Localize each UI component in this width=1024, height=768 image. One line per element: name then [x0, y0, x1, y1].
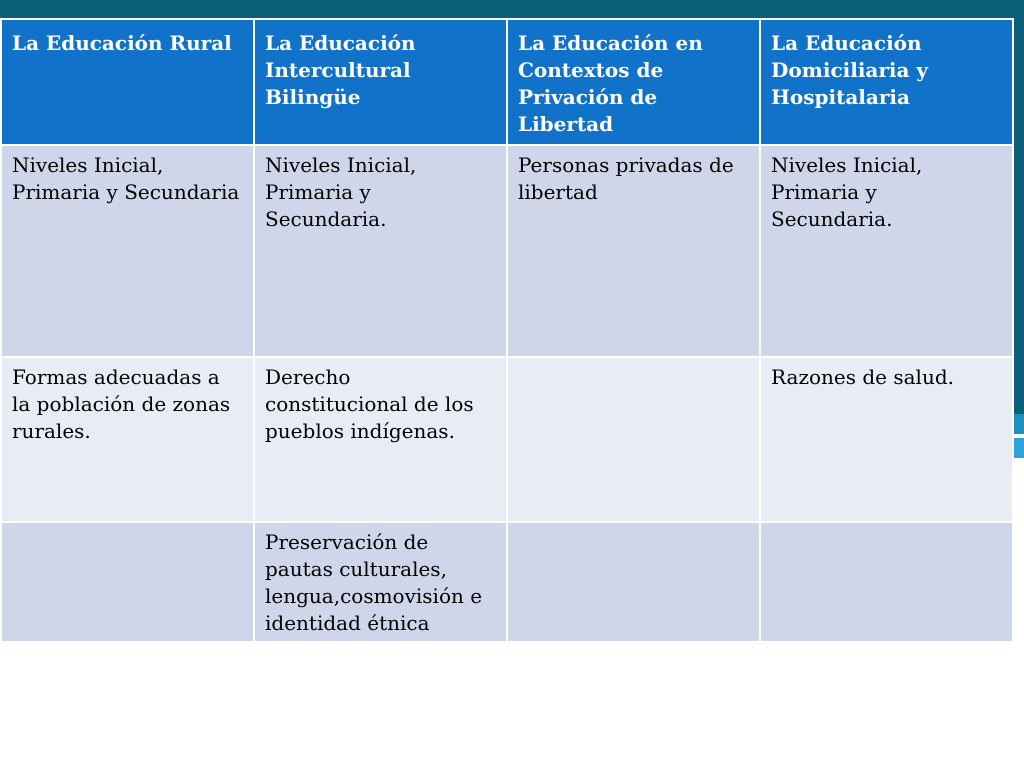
table-cell: Niveles Inicial, Primaria y Secundaria.: [760, 145, 1013, 357]
table-cell: Niveles Inicial, Primaria y Secundaria.: [254, 145, 507, 357]
table-cell: Niveles Inicial, Primaria y Secundaria: [1, 145, 254, 357]
table-row: [1, 145, 1013, 357]
table-cell: Razones de salud.: [760, 357, 1013, 522]
table-cell: [1, 522, 254, 642]
header-domiciliaria-hospitalaria: La Educación Domiciliaria y Hospitalaria: [760, 19, 1013, 145]
table-cell: Derecho constitucional de los pueblos indígenas.: [254, 357, 507, 522]
table-cell: [507, 357, 760, 522]
right-accent-bar: [1014, 414, 1024, 434]
table-cell: Preservación de pautas culturales, lengua,cosmovisión e identidad étnica: [254, 522, 507, 642]
top-decorative-band: [0, 0, 1024, 20]
header-privacion-libertad: La Educación en Contextos de Privación de Libertad: [507, 19, 760, 145]
table-row: [1, 522, 1013, 642]
table-cell: Formas adecuadas a la población de zonas rurales.: [1, 357, 254, 522]
header-intercultural-bilingue: La Educación Intercultural Bilingüe: [254, 19, 507, 145]
table-row: [1, 357, 1013, 522]
right-accent-bar: [1014, 438, 1024, 458]
header-rural: La Educación Rural: [1, 19, 254, 145]
education-modalities-table: [0, 18, 1014, 643]
table-header-row: [1, 19, 1013, 145]
table-cell: [507, 522, 760, 642]
table-cell: Personas privadas de libertad: [507, 145, 760, 357]
table-cell: [760, 522, 1013, 642]
